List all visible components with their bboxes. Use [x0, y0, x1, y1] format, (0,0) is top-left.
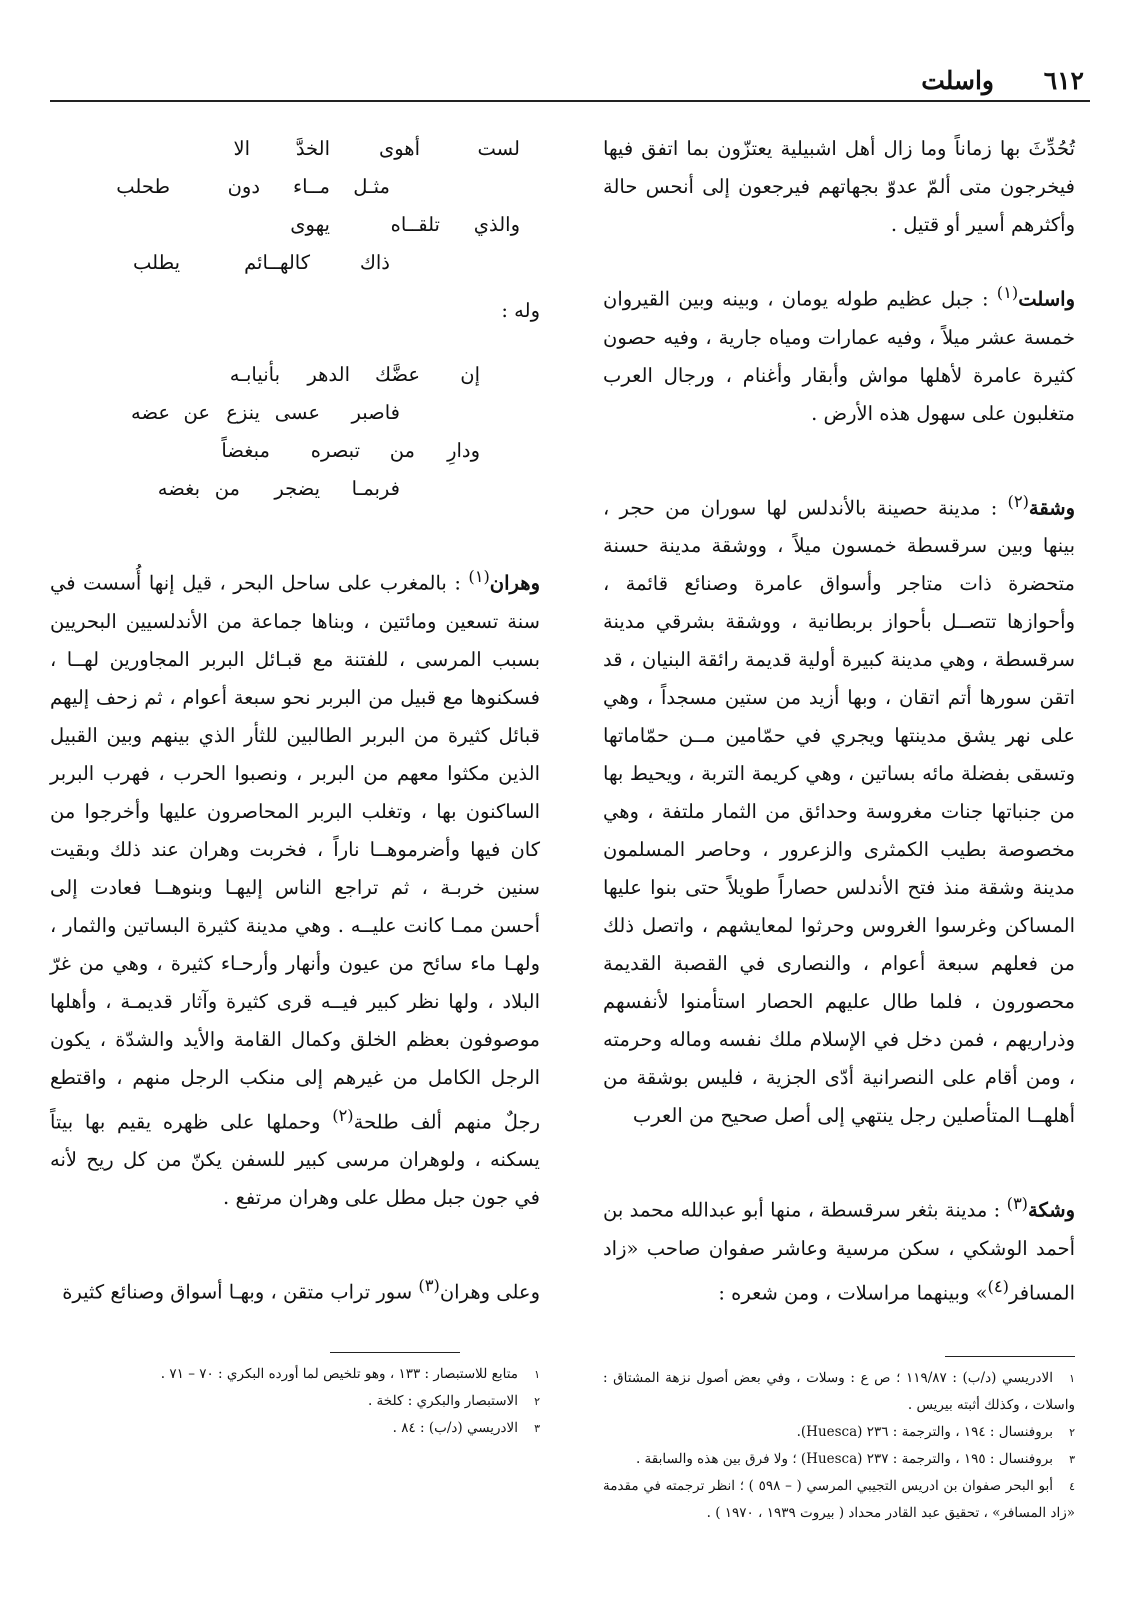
poem-intro: وله : [501, 299, 540, 322]
entry-heading: وشقة [1028, 496, 1075, 519]
footnote: ١متابع للاستبصار : ١٣٣ ، وهو تلخيص لما أورده البكري : ٧٠ – ٧١ . [160, 1365, 540, 1382]
entry-text: : جبل عظيم طوله يومان ، وبينه وبين القيروان خمسة عشر ميلاً ، وفيه عمارات ومياه جارية ، وفيه حصون كثيرة عامرة لأهلها مواش وأبقار وأغنام ، ورجال العرب متغلبون على سهول هذه الأرض . [603, 287, 1075, 425]
page-number: ٦١٢ [1043, 66, 1084, 95]
entry-washka [603, 1185, 1075, 1312]
footnote-marker: (٣) [418, 1276, 440, 1295]
entry-heading: وشكة [1028, 1198, 1075, 1222]
footnote: ٢بروفنسال : ١٩٤ ، والترجمة : ٢٣٦ (Huesca). [796, 1424, 1075, 1440]
verse-line: إن عضَّك الدهر بأنيابـه [229, 363, 480, 386]
right-column [603, 130, 1075, 1527]
footnote-marker: (٣) [1006, 1194, 1029, 1213]
verse-line: فربمـا يضجر من بغضه [157, 477, 400, 500]
entry-text: : بالمغرب على ساحل البحر ، قيل إنها أُسست في سنة تسعين ومائتين ، وبناها جماعة من الأندلسيين البحريين بسبب المرسى ، للفتنة مع قبـائل البربر المجاورين لهــا ، فسكنوها مع قبيل من البربر نحو سبعة أعوام ، ثم زحف إليهم قبائل كثيرة من البربر الطالبين للثأر الذي بينهم وبين القبيل الذين مكثوا معهم من البربر ، ونصبوا الحرب ، فهرب البربر الساكنون بها ، وتغلب البربر المحاصرون عليها وأخرجوا من كان فيها وأضرموهــا ناراً ، فخربت وهران عند ذلك وبقيت سنين خربـة ، ثم تراجع الناس إليهـا وبنوهــا فعادت إلى أحسن ممـا كانت عليــه . وهي مدينة كثيرة البساتين والثمار ، ولهـا ماء سائح من عيون وأنهار وأرحـاء كثيرة ، وهي من غرّ البلاد ، ولها نظر كبير فيــه قرى كثيرة وآثار قديمـة ، وأهلها موصوفون بعظم الخلق وكمال القامة والأيد والشدّة ، يكون الرجل الكامل من غيرهم إلى منكب الرجل منهم ، واقتطع رجلٌ منهم ألف طلحة [50, 571, 540, 1133]
verse-line: فاصبر عسى ينزع عن عضه [131, 401, 400, 424]
entry-text: وحملها على ظهره يقيم بها بيتاً يسكنه ، ولوهران مرسى كبير للسفن يكنّ من كل ريح لأنه في جون جبل مطل على وهران مرتفع . [50, 1110, 540, 1209]
entry-text: : مدينة حصينة بالأندلس لها سوران من حجر ، بينها وبين سرقسطة خمسون ميلاً ، ووشقة مدينة حسنة متحضرة ذات متاجر وأسواق عامرة وصنائع قائمة ، وأحوازها تتصــل بأحواز بربطانية ، ووشقة بشرقي مدينة سرقسطة ، وهي مدينة كبيرة أولية قديمة رائقة البنيان ، قد اتقن سورها أتم اتقان ، وبها أزيد من ستين مسجداً ، وهي على نهر يشق مدينتها ويجري في حمّامين مــن حمّاماتها وتسقى بفضلة مائه بساتين ، وهي كريمة التربة ، ويحيط بها من جنباتها جنات مغروسة وحدائق من الثمار ملتفة ، وهي مخصوصة بطيب الكمثرى والزعرور ، وحاصر المسلمون مدينة وشقة منذ فتح الأندلس حصاراً طويلاً حتى بنوا عليها المساكن وغرسوا الغروس وحرثوا لمعايشهم ، واتصل ذلك من فعلهم سبعة أعوام ، والنصارى في القصبة القديمة محصورون ، فلما طال عليهم الحصار استأمنوا لأنفسهم وذراريهم ، فمن دخل في الإسلام ملك نفسه وماله وحرمته ، ومن أقام على النصرانية أدّى الجزية ، فليس بوشقة من أهلهــا المتأصلين رجل ينتهي إلى أصل صحيح من العرب [603, 496, 1075, 1127]
entry-waslat [603, 274, 1075, 433]
entry-text: : مدينة بثغر سرقسطة ، منها أبو عبدالله محمد بن أحمد الوشكي ، سكن مرسية وعاشر صفوان صاحب «زاد المسافر [603, 1198, 1075, 1304]
entry-washqa [603, 483, 1075, 1136]
footnote: ٣الادريسي (د/ب) : ٨٤ . [392, 1419, 540, 1436]
header-rule [50, 100, 1090, 102]
poem-1 [50, 130, 540, 282]
verse-line: ودارِ من تبصره مبغضاً [221, 439, 480, 462]
entry-wahran [50, 558, 540, 1217]
page-header [50, 64, 1090, 104]
paragraph-wahran-walls: وعلى وهران$^{(٣)}$ سور تراب متقن ، وبهـا أسواق وصنائع كثيرة [62, 1276, 540, 1304]
footnote-marker: (١) [468, 567, 490, 586]
entry-heading: وهران [489, 571, 540, 595]
continued-paragraph: تُحُدِّثَ بها زماناً وما زال أهل اشبيلية يعتزّون بما اتفق فيها فيخرجون متى ألمّ عدوّ بجهاتهم فيرجعون إلى أنحس حالة وأكثرهم أسير أو قتيل . [603, 137, 1075, 236]
verse-line: ذاك كالهــائم يطلب [132, 251, 390, 274]
left-column [50, 130, 540, 1442]
footnote-marker: (٢) [332, 1105, 354, 1125]
footnote: ١الادريسي (د/ب) : ١١٩/٨٧ ؛ ص ع : وسلات ، وفي بعض أصول نزهة المشتاق : واسلات ، وكذلك أثبته بيريس . [603, 1370, 1075, 1413]
footnotes [50, 1361, 540, 1442]
footnote: ٢الاستبصار والبكري : كلخة . [367, 1392, 540, 1409]
verse-line: والذي تلقــاه يهوى [290, 213, 520, 236]
footnote-marker: (٢) [1007, 491, 1029, 511]
footnotes [603, 1365, 1075, 1527]
running-title: واسلت [921, 66, 994, 95]
entry-heading: واسلت [1018, 287, 1075, 311]
footnote: ٤أبو البحر صفوان بن ادريس التجيبي المرسي ( – ٥٩٨ ) ؛ انظر ترجمته في مقدمة «زاد المسافر» ، تحقيق عبد القادر محداد ( بيروت ١٩٣٩ ، ١٩٧٠ ) . [603, 1478, 1076, 1521]
footnote: ٣بروفنسال : ١٩٥ ، والترجمة : ٢٣٧ (Huesca) ؛ ولا فرق بين هذه والسابقة . [635, 1451, 1075, 1467]
poem-2 [50, 356, 540, 508]
verse-line: لست أهوى الخدَّ الا [233, 137, 520, 160]
entry-text: » وبينهما مراسلات ، ومن شعره : [718, 1281, 988, 1304]
verse-line: مثـل مــاء دون طحلب [116, 175, 390, 198]
footnote-marker: (٤) [987, 1276, 1009, 1296]
footnote-marker: (١) [996, 283, 1019, 302]
